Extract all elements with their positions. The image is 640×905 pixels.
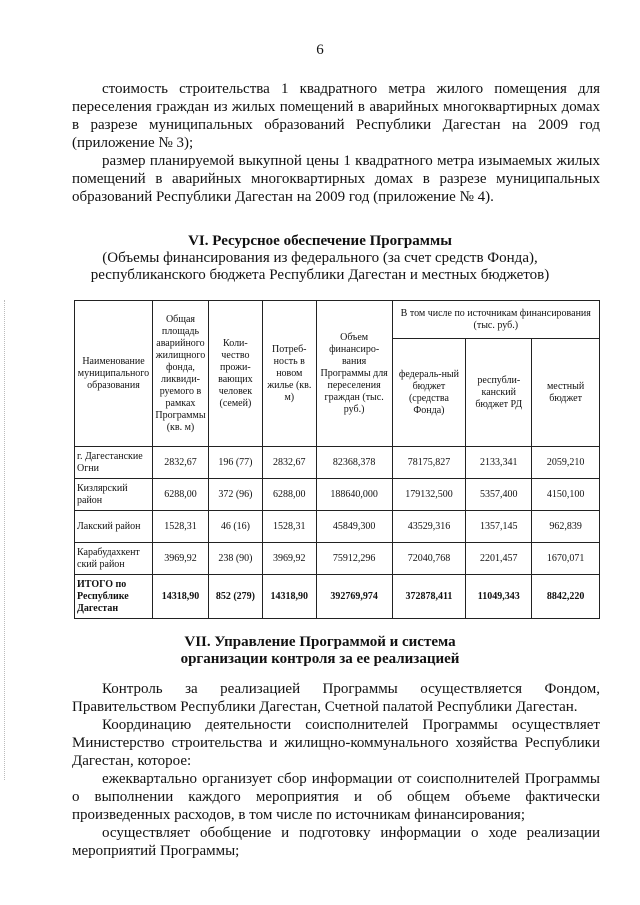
- row-federal: 43529,316: [392, 511, 466, 543]
- section-6-subtitle-2: республиканского бюджета Республики Дагестан и местных бюджетов): [90, 267, 550, 283]
- table-row: [75, 479, 600, 511]
- row-name: Кизлярский район: [75, 479, 153, 511]
- section-7-title-line-1: VII. Управление Программой и система: [184, 634, 456, 650]
- total-need: 14318,90: [262, 575, 316, 619]
- total-area: 14318,90: [152, 575, 208, 619]
- section-7-title-2: [0, 651, 640, 668]
- row-volume: 188640,000: [316, 479, 392, 511]
- table-row: [75, 543, 600, 575]
- total-republic: 11049,343: [466, 575, 532, 619]
- row-name: Карабудахкент ский район: [75, 543, 153, 575]
- header-local: местный бюджет: [532, 339, 600, 447]
- row-need: 1528,31: [262, 511, 316, 543]
- table-total-row: [75, 575, 600, 619]
- body-paragraph-3-text: ежеквартально организует сбор информации от соисполнителей Программы о выполнении каждого мероприятия и об общем объеме фактически произведенных расходов, в том числе по источникам финансирования;: [72, 771, 600, 823]
- row-republic: 5357,400: [466, 479, 532, 511]
- header-republic: республи-канский бюджет РД: [466, 339, 532, 447]
- row-area: 3969,92: [152, 543, 208, 575]
- header-area: Общая площадь аварийного жилищного фонда, ликвиди-руемого в рамках Программы (кв. м): [152, 301, 208, 447]
- header-federal: федераль-ный бюджет (средства Фонда): [392, 339, 466, 447]
- row-republic: 1357,145: [466, 511, 532, 543]
- body-paragraph-2: [72, 716, 600, 770]
- row-people: 196 (77): [208, 447, 262, 479]
- header-people: Коли-чество прожи-вающих человек (семей): [208, 301, 262, 447]
- row-republic: 2133,341: [466, 447, 532, 479]
- intro-paragraph-2: [72, 152, 600, 206]
- row-republic: 2201,457: [466, 543, 532, 575]
- total-volume: 392769,974: [316, 575, 392, 619]
- body-paragraph-3: [72, 770, 600, 824]
- row-federal: 179132,500: [392, 479, 466, 511]
- row-people: 238 (90): [208, 543, 262, 575]
- page-number: 6: [316, 42, 324, 58]
- row-volume: 82368,378: [316, 447, 392, 479]
- row-name: Лакский район: [75, 511, 153, 543]
- row-people: 372 (96): [208, 479, 262, 511]
- table-row: [75, 511, 600, 543]
- total-local: 8842,220: [532, 575, 600, 619]
- row-name: г. Дагестанские Огни: [75, 447, 153, 479]
- body-paragraph-2-text: Координацию деятельности соисполнителей Программы осуществляет Министерство строительства и жилищно-коммунального хозяйства Республики Дагестан, которое:: [72, 717, 600, 769]
- header-volume: Объем финансиро-вания Программы для переселения граждан (тыс. руб.): [316, 301, 392, 447]
- section-7-title-line-2: организации контроля за ее реализацией: [180, 651, 460, 667]
- resource-table: [74, 300, 600, 619]
- row-area: 6288,00: [152, 479, 208, 511]
- intro-paragraph-1-text: стоимость строительства 1 квадратного метра жилого помещения для переселения граждан из жилых помещений в аварийных многоквартирных домах в разрезе муниципальных образований Республики Дагестан на 2009 год (приложение № 3);: [72, 81, 600, 151]
- row-people: 46 (16): [208, 511, 262, 543]
- row-local: 962,839: [532, 511, 600, 543]
- row-area: 2832,67: [152, 447, 208, 479]
- section-7-title-1: [0, 634, 640, 651]
- section-6-title: VI. Ресурсное обеспечение Программы: [188, 233, 452, 249]
- row-local: 2059,210: [532, 447, 600, 479]
- intro-paragraph-2-text: размер планируемой выкупной цены 1 квадратного метра изымаемых жилых помещений в аварийных многоквартирных домах в разрезе муниципальных образований Республики Дагестан на 2009 год (приложение № 4).: [72, 153, 600, 205]
- table-row: [75, 447, 600, 479]
- body-paragraph-1-text: Контроль за реализацией Программы осуществляется Фондом, Правительством Республики Дагестан, Счетной палатой Республики Дагестан.: [72, 681, 600, 715]
- row-federal: 72040,768: [392, 543, 466, 575]
- intro-paragraph-1: [72, 80, 600, 152]
- body-paragraph-4-text: осуществляет обобщение и подготовку информации о ходе реализации мероприятий Программы;: [72, 825, 600, 859]
- total-people: 852 (279): [208, 575, 262, 619]
- section-6-subtitle-1: (Объемы финансирования из федерального (за счет средств Фонда),: [102, 250, 538, 266]
- body-paragraph-1: [72, 680, 600, 716]
- header-sources-group: В том числе по источникам финансирования (тыс. руб.): [392, 301, 599, 339]
- body-paragraph-4: [72, 824, 600, 860]
- row-area: 1528,31: [152, 511, 208, 543]
- header-name: Наименование муниципального образования: [75, 301, 153, 447]
- section-6-heading: [0, 233, 640, 250]
- header-need: Потреб-ность в новом жилье (кв. м): [262, 301, 316, 447]
- row-local: 1670,071: [532, 543, 600, 575]
- scan-edge-artifact: [4, 300, 13, 780]
- row-local: 4150,100: [532, 479, 600, 511]
- row-volume: 75912,296: [316, 543, 392, 575]
- row-need: 2832,67: [262, 447, 316, 479]
- total-federal: 372878,411: [392, 575, 466, 619]
- row-need: 3969,92: [262, 543, 316, 575]
- row-need: 6288,00: [262, 479, 316, 511]
- total-name: ИТОГО по Республике Дагестан: [75, 575, 153, 619]
- row-federal: 78175,827: [392, 447, 466, 479]
- row-volume: 45849,300: [316, 511, 392, 543]
